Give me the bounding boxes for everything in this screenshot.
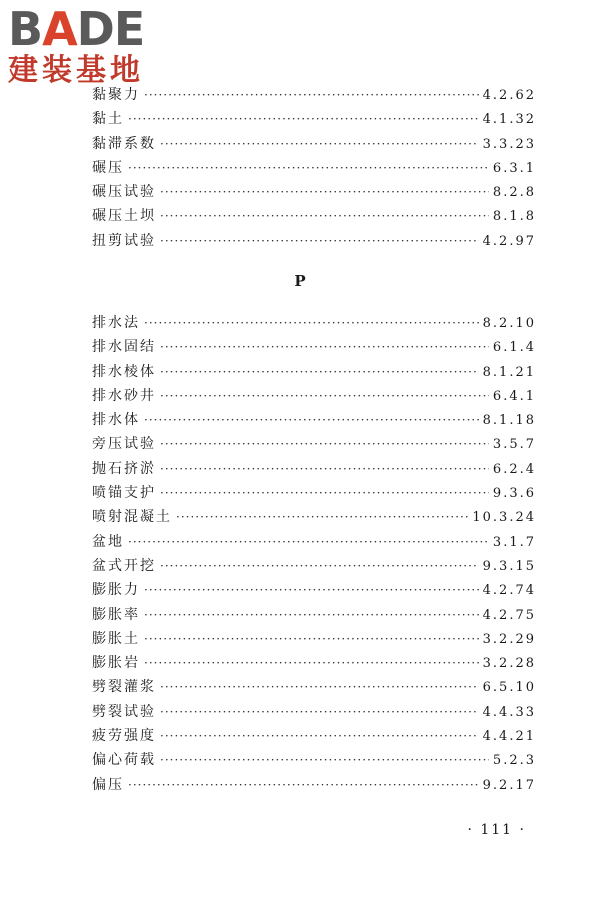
clause-reference: 6.1.4	[492, 340, 536, 356]
dot-leader	[160, 234, 479, 248]
index-entry	[92, 205, 536, 229]
page-number: · 111 ·	[467, 822, 526, 838]
dot-leader	[160, 365, 479, 379]
dot-leader	[160, 340, 489, 354]
index-list-top	[92, 84, 536, 254]
index-entry	[92, 555, 536, 579]
index-term: 黏滞系数	[92, 135, 156, 152]
clause-reference: 8.1.8	[492, 209, 536, 225]
dot-leader	[160, 705, 479, 719]
index-entry	[92, 482, 536, 506]
clause-reference: 4.2.97	[482, 233, 536, 249]
dot-leader	[128, 778, 479, 792]
dot-leader	[128, 535, 489, 549]
dot-leader	[160, 559, 479, 573]
index-term: 膨胀岩	[92, 655, 140, 672]
section-letter: P	[294, 272, 306, 290]
watermark-letter-a: A	[42, 2, 77, 56]
dot-leader	[160, 437, 489, 451]
watermark-logo	[8, 2, 178, 96]
dot-leader	[144, 88, 479, 102]
index-term: 盆地	[92, 533, 124, 550]
index-entry	[92, 458, 536, 482]
dot-leader	[144, 316, 479, 330]
dot-leader	[144, 583, 479, 597]
index-term: 扭剪试验	[92, 232, 156, 249]
index-term: 喷射混凝土	[92, 509, 172, 526]
index-entry	[92, 506, 536, 530]
dot-leader	[160, 680, 479, 694]
dot-leader	[160, 185, 489, 199]
index-term: 抛石挤淤	[92, 460, 156, 477]
clause-reference: 6.5.10	[482, 680, 536, 696]
clause-reference: 6.3.1	[492, 160, 536, 176]
clause-reference: 8.1.21	[482, 364, 536, 380]
index-entry	[92, 774, 536, 798]
clause-reference: 8.1.18	[482, 413, 536, 429]
index-term: 膨胀率	[92, 606, 140, 623]
index-entry	[92, 409, 536, 433]
index-entry	[92, 433, 536, 457]
dot-leader	[160, 462, 489, 476]
index-term: 膨胀土	[92, 630, 140, 647]
clause-reference: 10.3.24	[472, 510, 536, 526]
clause-reference: 6.4.1	[492, 388, 536, 404]
index-term: 黏聚力	[92, 87, 140, 103]
index-term: 膨胀力	[92, 582, 140, 599]
index-list-p	[92, 312, 536, 798]
index-entry	[92, 749, 536, 773]
dot-leader	[160, 137, 479, 151]
clause-reference: 4.2.62	[482, 88, 536, 103]
index-term: 盆式开挖	[92, 557, 156, 574]
index-entry	[92, 725, 536, 749]
index-entry	[92, 701, 536, 725]
index-entry	[92, 230, 536, 254]
index-entry	[92, 312, 536, 336]
index-term: 偏心荷载	[92, 752, 156, 769]
index-term: 碾压土坝	[92, 208, 156, 225]
dot-leader	[176, 510, 468, 524]
clause-reference: 4.4.33	[482, 704, 536, 720]
index-entry	[92, 652, 536, 676]
index-term: 疲劳强度	[92, 728, 156, 745]
clause-reference: 3.3.23	[482, 136, 536, 152]
index-entry	[92, 531, 536, 555]
index-term: 排水体	[92, 412, 140, 429]
index-term: 排水棱体	[92, 363, 156, 380]
watermark-letters-de: DE	[76, 2, 145, 56]
dot-leader	[160, 389, 489, 403]
clause-reference: 8.2.10	[482, 316, 536, 331]
index-entry	[92, 336, 536, 360]
index-entry	[92, 133, 536, 157]
index-term: 排水砂井	[92, 387, 156, 404]
dot-leader	[160, 486, 489, 500]
clause-reference: 4.2.75	[482, 607, 536, 623]
clause-reference: 6.2.4	[492, 461, 536, 477]
index-entry	[92, 84, 536, 108]
clause-reference: 9.2.17	[482, 777, 536, 793]
dot-leader	[160, 753, 489, 767]
dot-leader	[128, 161, 489, 175]
index-entry	[92, 157, 536, 181]
watermark-letter-b: B	[8, 2, 43, 56]
dot-leader	[144, 413, 479, 427]
clause-reference: 3.2.28	[482, 656, 536, 672]
index-entry	[92, 676, 536, 700]
clause-reference: 9.3.15	[482, 558, 536, 574]
clause-reference: 4.2.74	[482, 583, 536, 599]
clause-reference: 9.3.6	[492, 486, 536, 502]
clause-reference: 4.1.32	[482, 112, 536, 128]
clause-reference: 3.2.29	[482, 631, 536, 647]
clause-reference: 3.1.7	[492, 534, 536, 550]
index-term: 碾压	[92, 159, 124, 176]
dot-leader	[160, 209, 489, 223]
dot-leader	[144, 656, 479, 670]
watermark-cjk: 建装基地	[8, 53, 144, 88]
index-term: 劈裂灌浆	[92, 679, 156, 696]
index-term: 喷锚支护	[92, 485, 156, 502]
index-term: 排水固结	[92, 339, 156, 356]
index-term: 旁压试验	[92, 436, 156, 453]
clause-reference: 8.2.8	[492, 185, 536, 201]
watermark-latin	[8, 2, 178, 56]
index-entry	[92, 385, 536, 409]
index-entry	[92, 579, 536, 603]
index-term: 碾压试验	[92, 184, 156, 201]
index-entry	[92, 181, 536, 205]
dot-leader	[160, 729, 479, 743]
index-term: 黏土	[92, 111, 124, 128]
index-term: 偏压	[92, 776, 124, 793]
dot-leader	[144, 608, 479, 622]
index-term: 劈裂试验	[92, 703, 156, 720]
index-entry	[92, 628, 536, 652]
clause-reference: 4.4.21	[482, 729, 536, 745]
dot-leader	[128, 112, 479, 126]
index-term: 排水法	[92, 315, 140, 331]
clause-reference: 5.2.3	[492, 753, 536, 769]
index-entry	[92, 604, 536, 628]
clause-reference: 3.5.7	[492, 437, 536, 453]
index-entry	[92, 361, 536, 385]
index-entry	[92, 108, 536, 132]
dot-leader	[144, 632, 479, 646]
